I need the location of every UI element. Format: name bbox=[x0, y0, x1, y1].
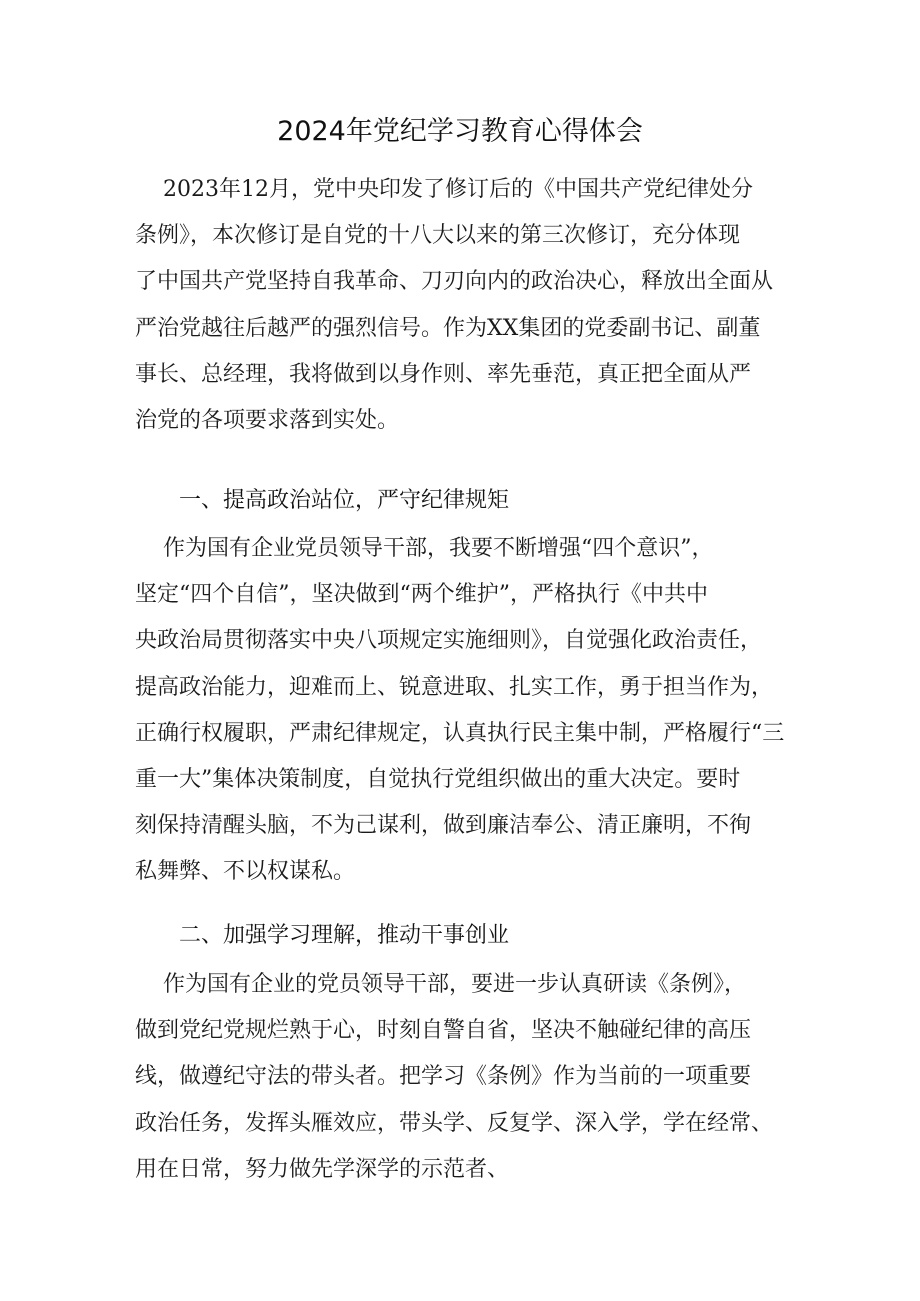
section-2-paragraph bbox=[135, 962, 795, 1193]
section-1-line-8: 私舞弊、不以权谋私。 bbox=[135, 859, 356, 885]
section-1-line-2: 坚定“四个自信”，坚决做到“两个维护”，严格执行《中共中 bbox=[135, 582, 708, 608]
document-title: 2024年党纪学习教育心得体会 bbox=[277, 116, 643, 147]
intro-line-6: 治党的各项要求落到实处。 bbox=[135, 408, 400, 434]
section-2-line-3: 线，做遵纪守法的带头者。把学习《条例》作为当前的一项重要 bbox=[135, 1064, 752, 1090]
section-2-line-1: 作为国有企业的党员领导干部，要进一步认真研读《条例》， bbox=[135, 972, 746, 997]
section-2-line-4: 政治任务，发挥头雁效应，带头学、反复学、深入学，学在经常、 bbox=[135, 1110, 774, 1136]
section-1-paragraph bbox=[135, 526, 795, 896]
intro-line-5: 事长、总经理，我将做到以身作则、率先垂范，真正把全面从严 bbox=[135, 361, 752, 387]
section-2-heading: 二、加强学习理解，推动干事创业 bbox=[179, 923, 510, 948]
section-1-line-3: 央政治局贯彻落实中央八项规定实施细则》，自觉强化政治责任， bbox=[135, 628, 763, 654]
section-1-line-1: 作为国有企业党员领导干部，我要不断增强“四个意识”， bbox=[135, 536, 714, 561]
section-1-line-6: 重一大”集体决策制度，自觉执行党组织做出的重大决定。要时 bbox=[135, 767, 741, 793]
intro-line-1: 2023年12月，党中央印发了修订后的《中国共产党纪律处分 bbox=[135, 177, 753, 202]
intro-line-3: 了中国共产党坚持自我革命、刀刃向内的政治决心，释放出全面从 bbox=[135, 269, 774, 295]
section-2-line-2: 做到党纪党规烂熟于心，时刻自警自省，坚决不触碰纪律的高压 bbox=[135, 1018, 752, 1044]
intro-paragraph bbox=[135, 167, 795, 444]
section-2-line-5: 用在日常，努力做先学深学的示范者、 bbox=[135, 1156, 510, 1182]
section-1-line-4: 提高政治能力，迎难而上、锐意进取、扎实工作，勇于担当作为， bbox=[135, 674, 774, 700]
section-1-line-5: 正确行权履职，严肃纪律规定，认真执行民主集中制，严格履行“三 bbox=[135, 720, 785, 746]
section-1-heading: 一、提高政治站位，严守纪律规矩 bbox=[179, 488, 510, 513]
intro-line-4: 严治党越往后越严的强烈信号。作为XX集团的党委副书记、副董 bbox=[135, 315, 761, 341]
section-1-line-7: 刻保持清醒头脑，不为己谋利，做到廉洁奉公、清正廉明，不徇 bbox=[135, 813, 752, 839]
intro-line-2: 条例》，本次修订是自党的十八大以来的第三次修订，充分体现 bbox=[135, 223, 741, 249]
